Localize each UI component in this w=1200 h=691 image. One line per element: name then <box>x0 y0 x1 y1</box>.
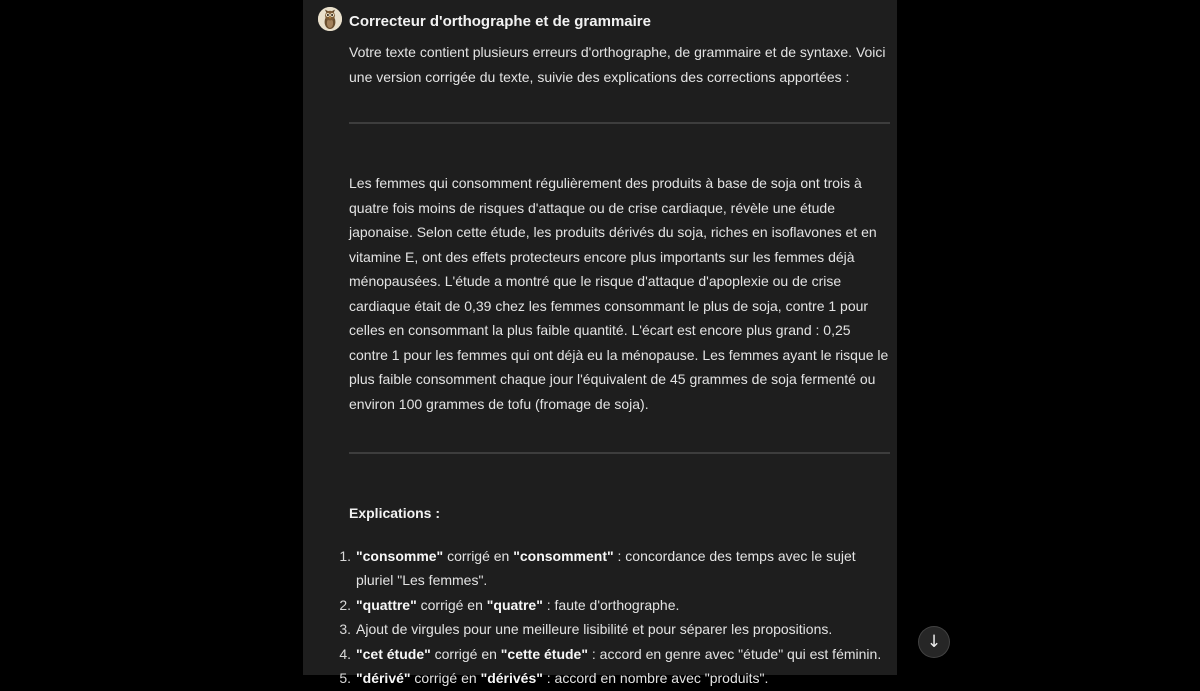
divider <box>349 452 890 454</box>
list-item-number: 5. <box>339 670 351 686</box>
scroll-to-bottom-button[interactable] <box>918 626 950 658</box>
intro-paragraph: Votre texte contient plusieurs erreurs d'orthographe, de grammaire et de syntaxe. Voici une version corrigée du texte, suivie des explications des corrections apportées : <box>349 44 886 85</box>
list-item-text: Ajout de virgules pour une meilleure lisibilité et pour séparer les propositions. <box>356 621 833 637</box>
list-item-number: 4. <box>339 645 351 662</box>
explanations-list <box>339 544 890 691</box>
list-item-text: "dérivé" corrigé en "dérivés" : accord en nombre avec "produits". <box>356 670 769 686</box>
assistant-name: Correcteur d'orthographe et de grammaire <box>349 13 651 30</box>
message-content <box>339 7 890 691</box>
list-item-number: 1. <box>339 547 351 564</box>
assistant-avatar <box>318 7 342 31</box>
list-item-text: "consomme" corrigé en "consomment" : concordance des temps avec le sujet pluriel "Les femmes". <box>356 547 856 588</box>
list-item-number: 2. <box>339 596 351 613</box>
list-item <box>339 617 890 642</box>
list-item-text: "quattre" corrigé en "quatre" : faute d'orthographe. <box>356 596 680 613</box>
list-item-text: "cet étude" corrigé en "cette étude" : accord en genre avec "étude" qui est féminin. <box>356 645 882 662</box>
list-item-number: 3. <box>339 621 351 637</box>
list-item <box>339 666 890 691</box>
arrow-down-icon: ↓ <box>926 631 942 652</box>
owl-icon <box>318 7 342 31</box>
list-item <box>339 593 890 618</box>
corrected-text-paragraph: Les femmes qui consomment régulièrement des produits à base de soja ont trois à quatre fois moins de risques d'attaque ou de crise cardiaque, révèle une étude japonaise. Selon cette étude, les produits dérivés du soja, riches en isoflavones et en vitamine E, ont des effets protecteurs encore plus importants sur les femmes déjà ménopausées. L'étude a montré que le risque d'attaque d'apoplexie ou de crise cardiaque était de 0,39 chez les femmes consommant le plus de soja, contre 1 pour celles en consommant la plus faible quantité. L'écart est encore plus grand : 0,25 contre 1 pour les femmes qui ont déjà eu la ménopause. Les femmes ayant le risque le plus faible consomment chaque jour l'équivalent de 45 grammes de soja fermenté ou environ 100 grammes de tofu (fromage de soja). <box>349 175 889 412</box>
divider <box>349 122 890 124</box>
explanations-heading: Explications : <box>349 505 441 521</box>
chat-panel <box>303 0 942 686</box>
list-item <box>339 642 890 667</box>
assistant-message <box>303 0 897 691</box>
list-item <box>339 544 890 593</box>
